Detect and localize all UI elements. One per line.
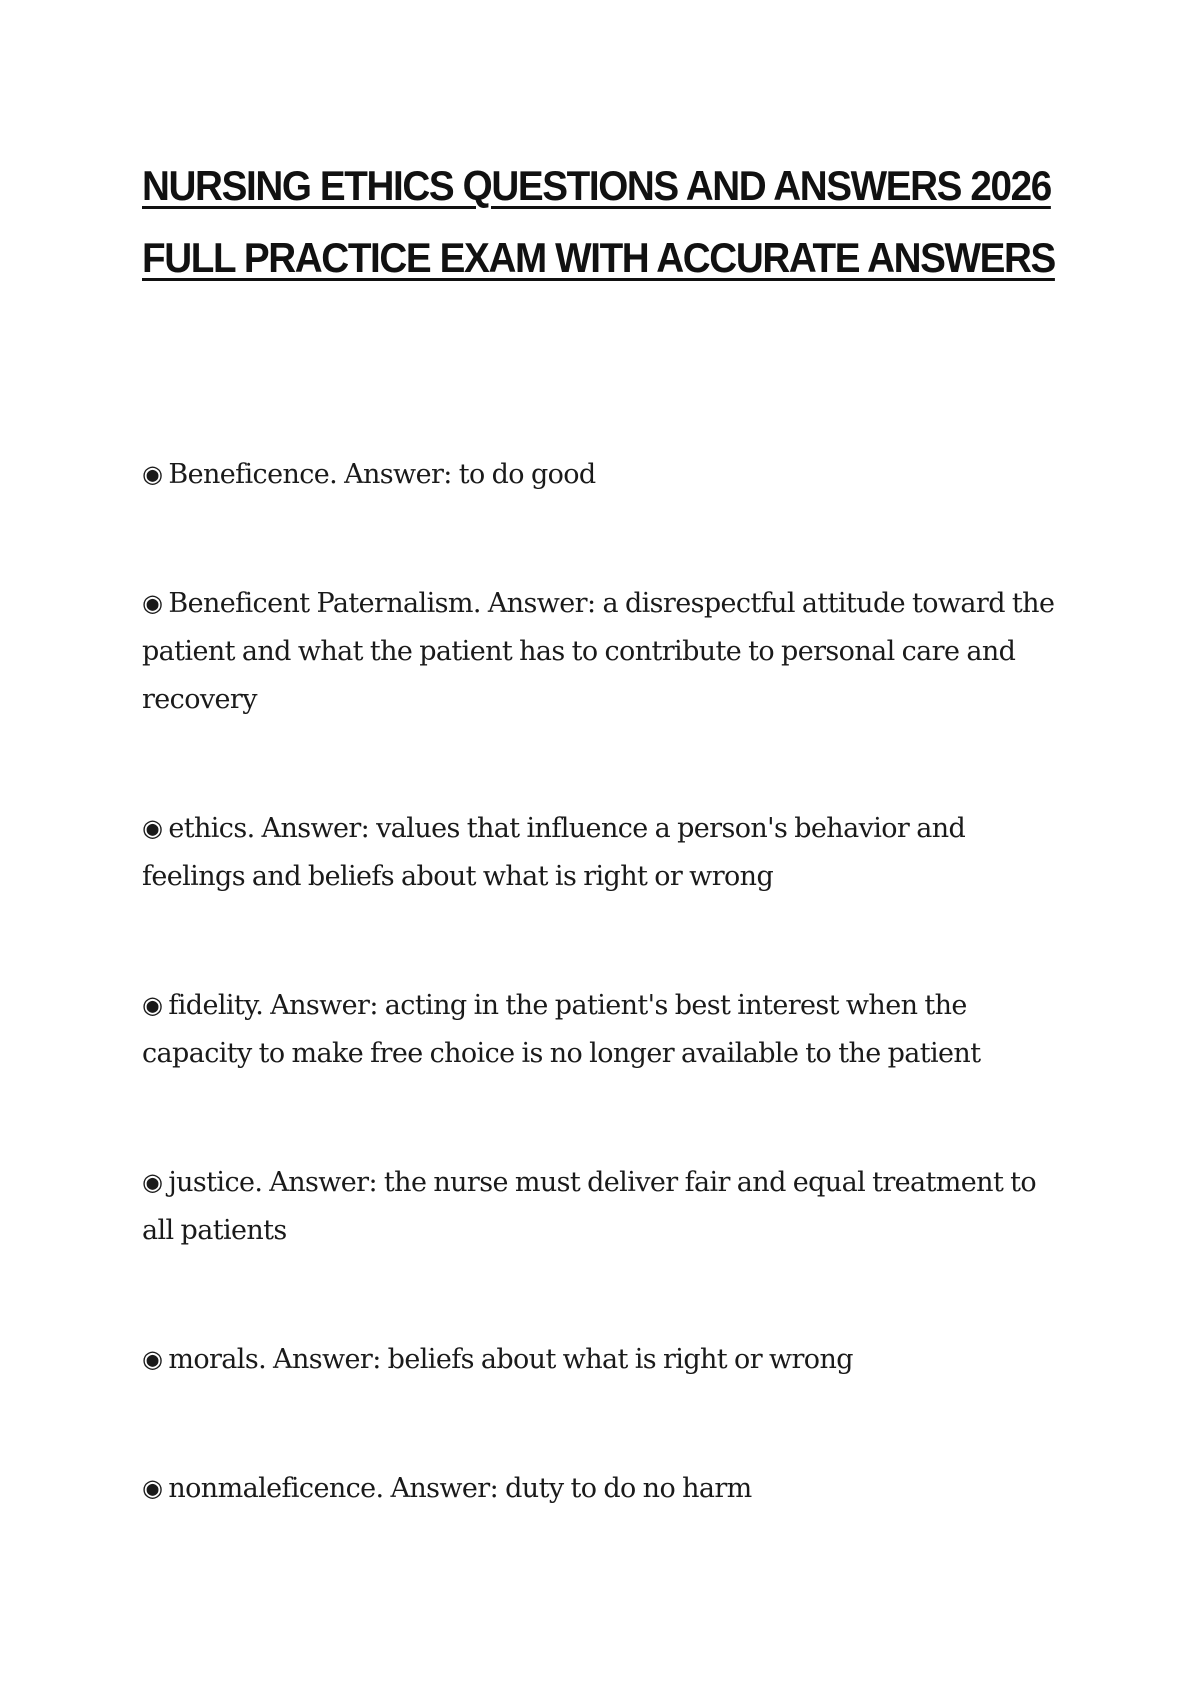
bullet-icon: ◉ [142,589,163,617]
qa-text: nonmaleficence. Answer: duty to do no harm [168,1473,752,1504]
qa-text: justice. Answer: the nurse must deliver fair and equal treatment to all patients [142,1167,1037,1246]
bullet-icon: ◉ [142,991,163,1019]
list-item [142,579,1062,724]
list-item [142,1464,1062,1513]
document-title: NURSING ETHICS QUESTIONS AND ANSWERS 2026 FULL PRACTICE EXAM WITH ACCURATE ANSWERS [142,162,1055,281]
qa-list [142,450,1062,1593]
list-item [142,1158,1062,1255]
bullet-icon: ◉ [142,1168,163,1196]
qa-text: Beneficence. Answer: to do good [168,459,596,490]
list-item [142,1335,1062,1384]
bullet-icon: ◉ [142,1345,163,1373]
qa-text: ethics. Answer: values that influence a person's behavior and feelings and beliefs about what is right or wrong [142,813,966,892]
bullet-icon: ◉ [142,1474,163,1502]
qa-text: Beneficent Paternalism. Answer: a disrespectful attitude toward the patient and what the patient has to contribute to personal care and recovery [142,588,1055,715]
qa-text: morals. Answer: beliefs about what is right or wrong [168,1344,853,1375]
list-item [142,450,1062,499]
document-page [142,150,1062,1504]
qa-text: fidelity. Answer: acting in the patient's best interest when the capacity to make free choice is no longer available to the patient [142,990,981,1069]
list-item [142,981,1062,1078]
bullet-icon: ◉ [142,460,163,488]
bullet-icon: ◉ [142,814,163,842]
list-item [142,804,1062,901]
